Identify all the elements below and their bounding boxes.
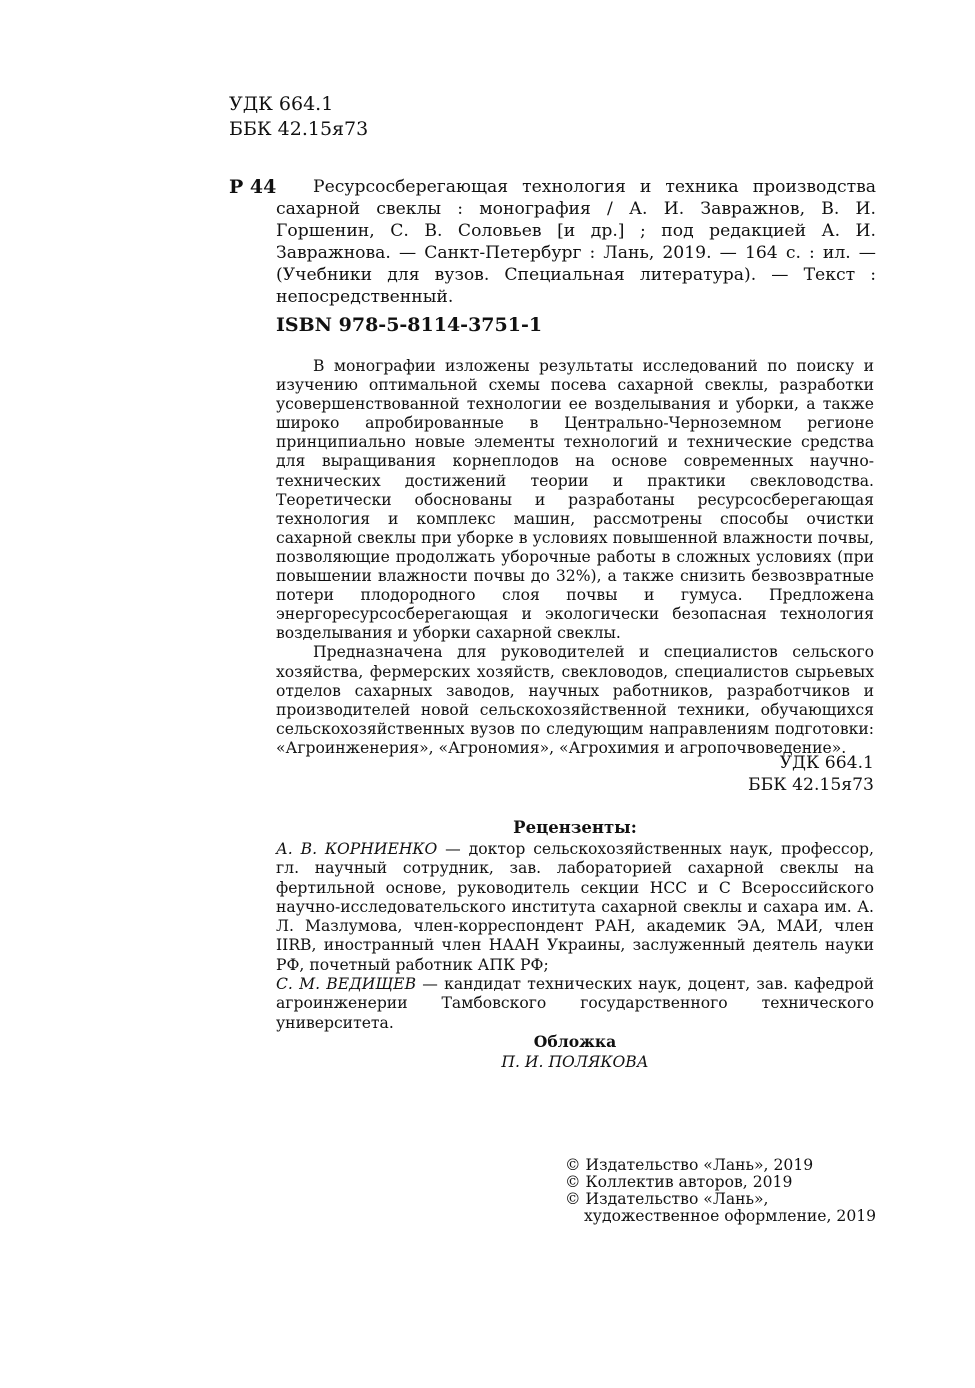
udk-code: УДК 664.1 [779, 753, 874, 773]
copyright-line: художественное оформление, 2019 [584, 1207, 877, 1225]
copyright-block [565, 1157, 876, 1225]
udk-code: УДК 664.1 [229, 93, 334, 115]
cover-designer-name: П. И. ПОЛЯКОВА [501, 1053, 649, 1071]
annotation [276, 357, 874, 758]
cover-credit [276, 1032, 874, 1072]
reviewer-name: С. М. ВЕДИЩЕВ [276, 975, 417, 994]
bbk-code: ББК 42.15я73 [748, 775, 874, 795]
reviewers-section [276, 818, 874, 1033]
classification-block-top [229, 92, 368, 142]
annotation-paragraph: В монографии изложены результаты исследований по поиску и изучению оптимальной схемы посева сахарной свеклы, разработки усовершенствованной технологии ее возделывания и уборки, а также широко апробированные в Центрально-Черноземном регионе принципиально новые элементы технологий и технические средства для выращивания корнеплодов на основе современных научно-технических достижений теории и практики свекловодства. Теоретически обоснованы и разработаны ресурсосберегающая технология и комплекс машин, рассмотрены способы очистки сахарной свеклы при уборке в условиях повышенной влажности почвы, позволяющие продолжать уборочные работы в сложных условиях (при повышении влажности почвы до 32%), а также снизить безвозвратные потери плодородного слоя почвы и гумуса. Предложена энергоресурсосберегающая и экологически безопасная технология возделывания и уборки сахарной свеклы. [276, 357, 874, 643]
copyright-line: © Коллектив авторов, 2019 [565, 1173, 793, 1191]
cover-credit-heading: Обложка [533, 1032, 617, 1051]
copyright-line: © Издательство «Лань», 2019 [565, 1156, 814, 1174]
reviewer-description: — доктор сельскохозяйственных наук, профессор, гл. научный сотрудник, зав. лабораторией сахарной свеклы на фертильной основе, руководитель секции НСС и С Всероссийского научно-исследовательского института сахарной свеклы и сахара им. А. Л. Мазлумова, член-корреспондент РАН, академик ЭА, МАИ, член IIRB, иностранный член НААН Украины, заслуженный деятель науки РФ, почетный работник АПК РФ; [276, 840, 874, 974]
reviewer-entry [276, 975, 874, 1033]
classification-block-right [748, 752, 874, 796]
reviewer-description: — кандидат технических наук, доцент, зав. кафедрой агроинженерии Тамбовского государственного технического университета. [276, 975, 874, 1032]
reviewer-entry [276, 840, 874, 975]
isbn: ISBN 978-5-8114-3751-1 [276, 314, 543, 336]
reviewer-name: А. В. КОРНИЕНКО [276, 840, 438, 858]
author-mark: Р 44 [229, 176, 277, 198]
bbk-code: ББК 42.15я73 [229, 118, 369, 140]
bibliographic-record [229, 176, 876, 308]
annotation-paragraph: Предназначена для руководителей и специалистов сельского хозяйства, фермерских хозяйств, свекловодов, специалистов сырьевых отделов сахарных заводов, научных работников, разработчиков и производителей новой сельскохозяйственной техники, обучающихся сельскохозяйственных вузов по следующим направлениям подготовки: «Агроинженерия», «Агрономия», «Агрохимия и агропочвоведение». [276, 643, 874, 757]
copyright-line: © Издательство «Лань», [565, 1190, 769, 1208]
bibliographic-description: Ресурсосберегающая технология и техника производства сахарной свеклы : монография / А. И. Завражнов, В. И. Горшенин, С. В. Соловьев [и др.] ; под редакцией А. И. Завражнова. — Санкт-Петербург : Лань, 2019. — 164 с. : ил. — (Учебники для вузов. Специальная литература). — Текст : непосредственный. [276, 177, 876, 307]
reviewers-heading: Рецензенты: [513, 818, 637, 837]
